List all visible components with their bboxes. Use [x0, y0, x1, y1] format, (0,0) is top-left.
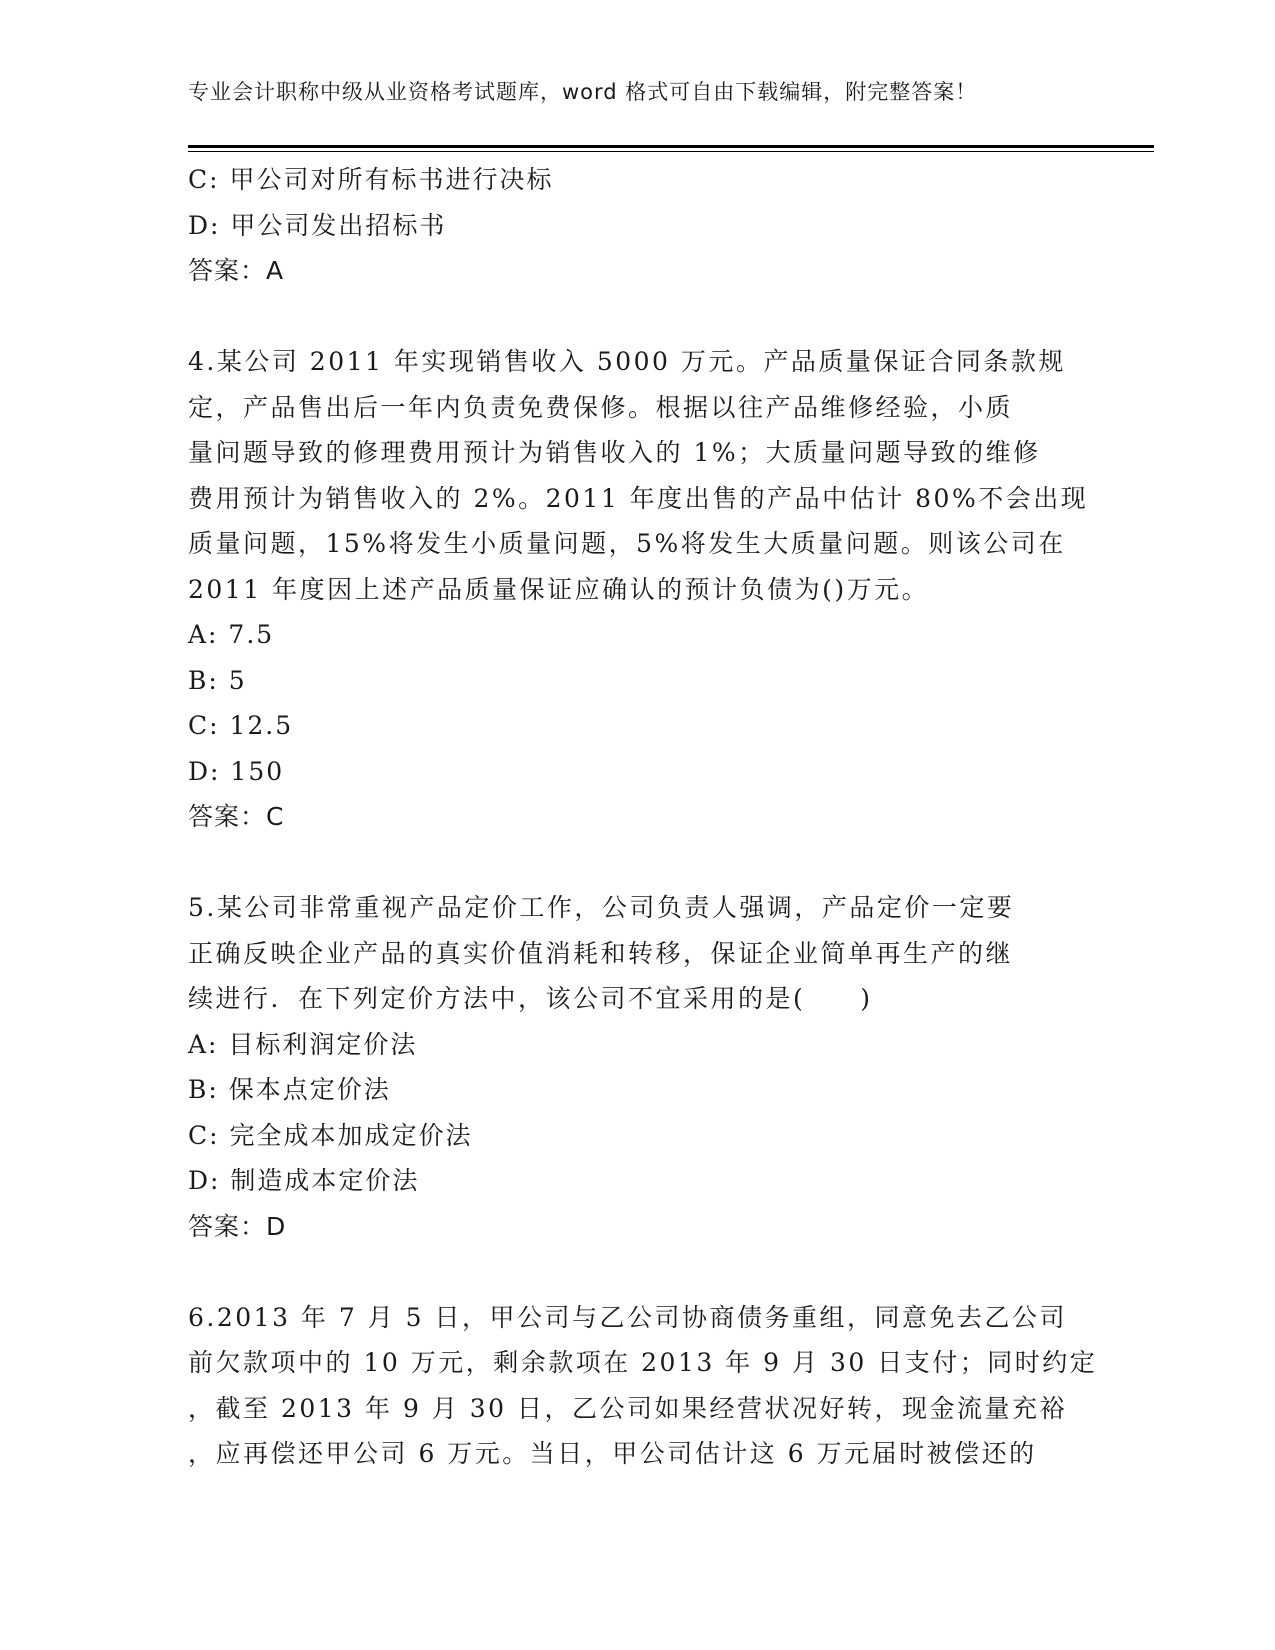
question-6 — [188, 1295, 1098, 1477]
question-5 — [188, 885, 1088, 1022]
q3-option-c: C: 甲公司对所有标书进行决标 — [188, 165, 554, 194]
q5-answer: 答案：D — [188, 1211, 287, 1241]
q6-stem-line: 前欠款项中的 10 万元，剩余款项在 2013 年 9 月 30 日支付；同时约定 — [188, 1348, 1098, 1377]
q4-stem-line: 定，产品售出后一年内负责免费保修。根据以往产品维修经验，小质 — [188, 392, 1014, 422]
question-4 — [188, 339, 1088, 612]
q5-stem-line: 5.某公司非常重视产品定价工作，公司负责人强调，产品定价一定要 — [188, 893, 1015, 922]
q4-stem-line: 费用预计为销售收入的 2%。2011 年度出售的产品中估计 80%不会出现 — [188, 483, 1089, 513]
q4-option-d: D: 150 — [188, 756, 285, 786]
q6-stem-line: ，应再偿还甲公司 6 万元。当日，甲公司估计这 6 万元届时被偿还的 — [188, 1439, 1037, 1468]
q4-option-b: B: 5 — [188, 665, 247, 695]
page-header: 专业会计职称中级从业资格考试题库，word 格式可自由下载编辑，附完整答案！ — [188, 80, 978, 104]
header-rule-thick — [188, 145, 1154, 148]
q4-stem-line: 质量问题，15%将发生小质量问题，5%将发生大质量问题。则该公司在 — [188, 529, 1066, 558]
q3-option-d: D: 甲公司发出招标书 — [188, 210, 447, 240]
q5-stem-line: 正确反映企业产品的真实价值消耗和转移，保证企业简单再生产的继 — [188, 938, 1014, 968]
q6-stem-line: ，截至 2013 年 9 月 30 日，乙公司如果经营状况好转，现金流量充裕 — [188, 1393, 1068, 1423]
spacer — [188, 1249, 1088, 1295]
header-rule-thin — [188, 151, 1154, 152]
q6-stem-line: 6.2013 年 7 月 5 日，甲公司与乙公司协商债务重组，同意免去乙公司 — [188, 1302, 1068, 1332]
q4-stem-line: 量问题导致的修理费用预计为销售收入的 1%；大质量问题导致的维修 — [188, 438, 1041, 467]
q5-option-d: D: 制造成本定价法 — [188, 1166, 420, 1195]
spacer — [188, 840, 1088, 886]
q3-answer: 答案：A — [188, 256, 285, 285]
spacer — [188, 294, 1088, 340]
q5-option-a: A: 目标利润定价法 — [188, 1029, 418, 1059]
q4-stem-line: 4.某公司 2011 年实现销售收入 5000 万元。产品质量保证合同条款规 — [188, 347, 1066, 376]
q5-stem-line: 续进行．在下列定价方法中，该公司不宜采用的是( ) — [188, 984, 873, 1013]
q4-stem-line: 2011 年度因上述产品质量保证应确认的预计负债为()万元。 — [188, 574, 930, 604]
q5-option-c: C: 完全成本加成定价法 — [188, 1120, 473, 1150]
q5-option-b: B: 保本点定价法 — [188, 1075, 391, 1104]
document-body — [188, 157, 1098, 1477]
q4-answer: 答案：C — [188, 802, 285, 831]
q4-option-a: A: 7.5 — [188, 620, 275, 649]
q4-option-c: C: 12.5 — [188, 711, 294, 740]
